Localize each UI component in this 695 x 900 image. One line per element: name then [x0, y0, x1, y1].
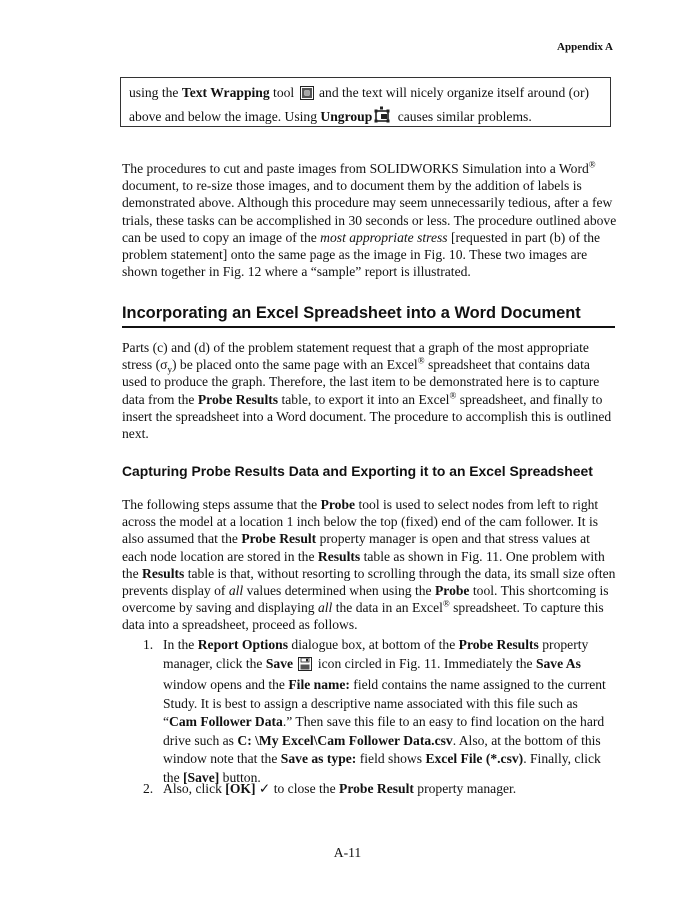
section-heading: Incorporating an Excel Spreadsheet into a Word Document — [122, 303, 615, 328]
check-icon: ✓ — [258, 781, 271, 796]
paragraph-3: The following steps assume that the Probe tool is used to select nodes from left to right across the model at a location 1 inch below the top (fixed) end of the cam follower. It is also assumed that the Probe Result property manager is open and that stress values at each node location are stored in the Results table as shown in Fig. 11. One problem with the Results table is that, without resorting to scrolling through the data, its small size often prevents display of all values determined when using the Probe tool. This shortcoming is overcome by saving and displaying all the data in an Excel® spreadsheet. To capture this data into a spreadsheet, proceed as follows. — [122, 497, 616, 633]
subsection-heading: Capturing Probe Results Data and Exporting it to an Excel Spreadsheet — [122, 463, 593, 479]
paragraph-2: Parts (c) and (d) of the problem statement request that a graph of the most appropriate stress $(\sigma_y)$ be placed onto the same page with an Excel® spreadsheet that contains data used to produce the graph. Therefore, the last item to be demonstrated here is to capture data from the Probe Results table, to export it into an Excel® spreadsheet, and finally to insert the spreadsheet into a Word document. The procedure to accomplish this is outlined next. — [122, 340, 612, 442]
step-text: In the Report Options dialogue box, at bottom of the Probe Results property manager, click the Save icon circled in Fig. 11. Immediately the Save As window opens and the File name: field contains the name assigned to the current Study. It is best to assign a descriptive name associated with this file such as “Cam Follower Data.” Then save this file to an easy to find location on the hard drive such as C: \My Excel\Cam Follower Data.csv. Also, at the bottom of this window note that the Save as type: field shows Excel File (*.csv). Finally, click the [Save] button. — [163, 637, 606, 785]
running-header: Appendix A — [557, 41, 613, 53]
note-line-1: using the Text Wrapping tool and the text will nicely organize itself around (or) — [129, 83, 602, 106]
step-number: 2. — [143, 781, 154, 796]
step-number: 1. — [143, 637, 154, 652]
step-text: Also, click [OK] ✓ to close the Probe Result property manager. — [163, 781, 517, 796]
note-line-2: above and below the image. Using Ungroup causes similar problems. — [129, 106, 602, 130]
note-box — [120, 77, 611, 127]
save-icon — [298, 657, 312, 677]
text-wrapping-icon — [300, 86, 314, 106]
paragraph-1: The procedures to cut and paste images from SOLIDWORKS Simulation into a Word® document, to re-size those images, and to document them by the addition of labels is demonstrated above. Although this procedure may seem unnecessarily tedious, after a few trials, these tasks can be accomplished in 30 seconds or less. The procedure outlined above can be used to copy an image of the most appropriate stress [requested in part (b) of the problem statement] onto the same page as the image in Fig. 10. These two images are shown together in Fig. 12 where a “sample” report is illustrated. — [122, 159, 617, 280]
page-number: A-11 — [333, 845, 362, 860]
ungroup-icon — [374, 106, 392, 130]
